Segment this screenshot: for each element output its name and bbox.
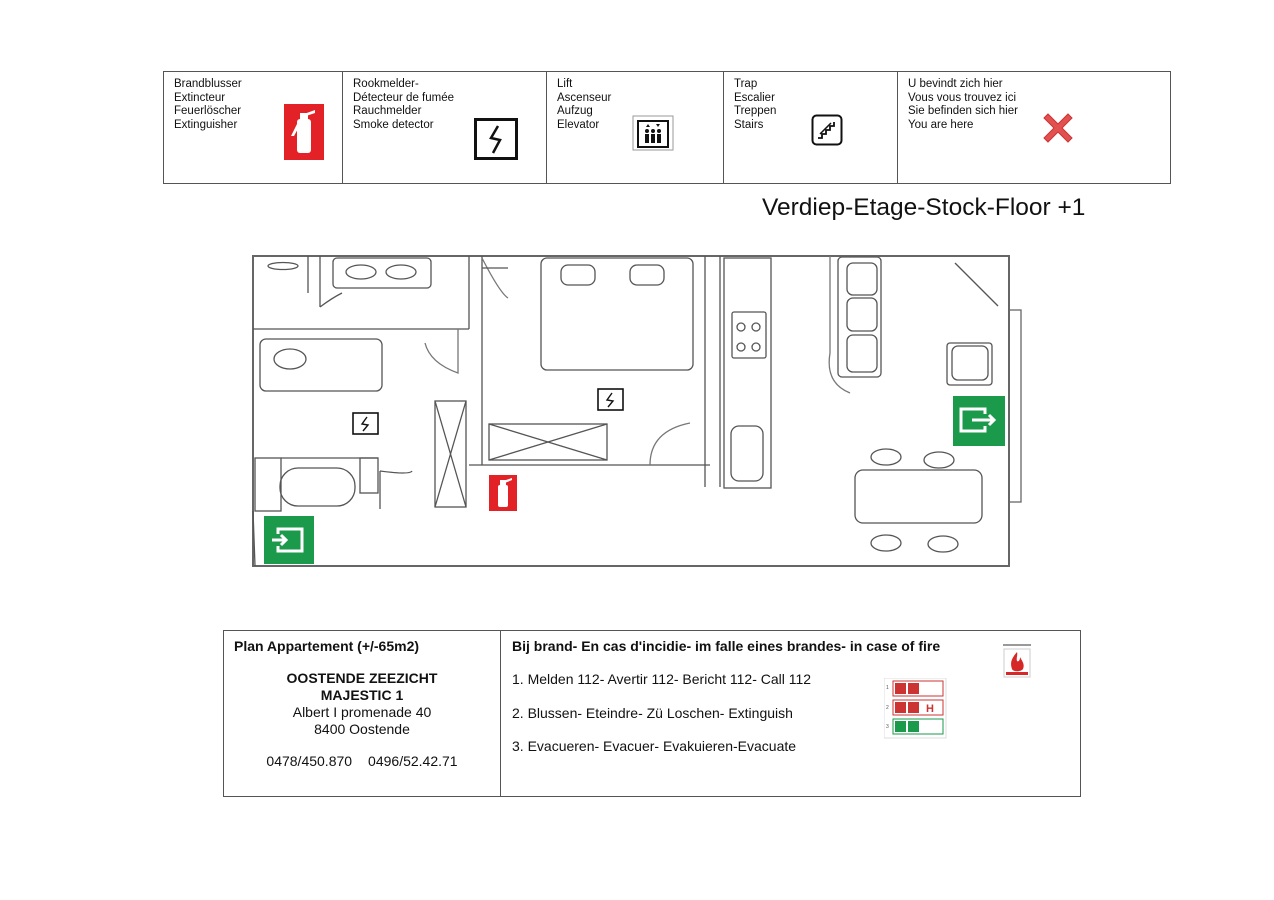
legend-text: Sie befinden sich hier bbox=[908, 105, 1018, 117]
fire-instructions bbox=[501, 631, 1080, 796]
legend-text: U bevindt zich hier bbox=[908, 78, 1003, 90]
legend-text: Lift bbox=[557, 78, 573, 90]
legend-text: You are here bbox=[908, 118, 974, 131]
you-are-here-cross-icon bbox=[1038, 108, 1078, 153]
legend-text: Stairs bbox=[734, 118, 764, 131]
legend-text: Vous vous trouvez ici bbox=[908, 91, 1017, 104]
smoke-detector-icon bbox=[474, 118, 518, 165]
legend-text: Détecteur de fumée bbox=[353, 91, 455, 104]
elevator-icon bbox=[632, 115, 674, 156]
city-address: 8400 Oostende bbox=[314, 721, 410, 737]
address-block bbox=[234, 670, 490, 738]
building-name: OOSTENDE ZEEZICHT bbox=[286, 670, 438, 686]
building-unit: MAJESTIC 1 bbox=[320, 687, 404, 703]
procedure-card-letter: H bbox=[926, 703, 934, 715]
emergency-exit-icon bbox=[264, 516, 314, 564]
legend-text: Elevator bbox=[557, 118, 600, 131]
stairs-icon bbox=[811, 114, 843, 151]
legend-cell-you-are-here bbox=[898, 72, 1170, 183]
plan-title: Plan Appartement (+/-65m2) bbox=[234, 638, 420, 654]
svg-text:1: 1 bbox=[886, 685, 889, 691]
legend-text: Extincteur bbox=[174, 91, 226, 104]
legend-table bbox=[163, 71, 1171, 184]
legend-text: Trap bbox=[734, 78, 758, 90]
bedroom bbox=[489, 256, 720, 487]
fire-procedure-card bbox=[884, 678, 948, 745]
legend-cell-elevator bbox=[547, 72, 724, 183]
svg-text:2: 2 bbox=[886, 705, 889, 711]
street-address: Albert I promenade 40 bbox=[292, 704, 432, 720]
balcony-strip bbox=[1009, 310, 1021, 502]
legend-cell-extinguisher bbox=[164, 72, 343, 183]
smoke-detector-icon bbox=[598, 389, 623, 410]
legend-text: Rauchmelder bbox=[353, 105, 422, 117]
phone-numbers bbox=[234, 753, 490, 769]
emergency-exit-icon bbox=[953, 396, 1005, 446]
svg-text:3: 3 bbox=[886, 724, 889, 730]
fire-extinguisher-icon bbox=[284, 104, 324, 165]
legend-text: Escalier bbox=[734, 91, 775, 104]
info-table bbox=[223, 630, 1081, 797]
legend-cell-smoke-detector bbox=[343, 72, 547, 183]
smoke-detector-icon bbox=[353, 413, 378, 434]
legend-cell-stairs bbox=[724, 72, 898, 183]
washroom bbox=[253, 256, 469, 373]
phone-number: 0496/52.42.71 bbox=[368, 753, 458, 769]
floor-plan bbox=[250, 253, 1025, 569]
fire-step: 2. Blussen- Eteindre- Zü Loschen- Extinguish bbox=[512, 705, 793, 721]
floor-title: Verdiep-Etage-Stock-Floor +1 bbox=[762, 194, 1086, 221]
fire-step: 1. Melden 112- Avertir 112- Bericht 112- Call 112 bbox=[512, 671, 812, 687]
legend-text: Feuerlöscher bbox=[174, 105, 242, 117]
legend-text: Extinguisher bbox=[174, 118, 238, 131]
legend-text: Aufzug bbox=[557, 105, 593, 117]
legend-text: Ascenseur bbox=[557, 91, 612, 104]
fire-sign-icon bbox=[1003, 643, 1031, 684]
fire-extinguisher-icon bbox=[489, 475, 517, 511]
legend-text: Rookmelder- bbox=[353, 78, 419, 90]
legend-text: Brandblusser bbox=[174, 78, 242, 90]
legend-text: Smoke detector bbox=[353, 118, 434, 131]
fire-step: 3. Evacueren- Evacuer- Evakuieren-Evacuate bbox=[512, 738, 797, 754]
outer-wall bbox=[253, 256, 1009, 566]
apartment-info bbox=[224, 631, 501, 796]
fire-instructions-title: Bij brand- En cas d'incidie- im falle eines brandes- in case of fire bbox=[512, 638, 941, 654]
kitchen bbox=[724, 258, 771, 488]
phone-number: 0478/450.870 bbox=[266, 753, 353, 769]
legend-text: Treppen bbox=[734, 105, 777, 117]
